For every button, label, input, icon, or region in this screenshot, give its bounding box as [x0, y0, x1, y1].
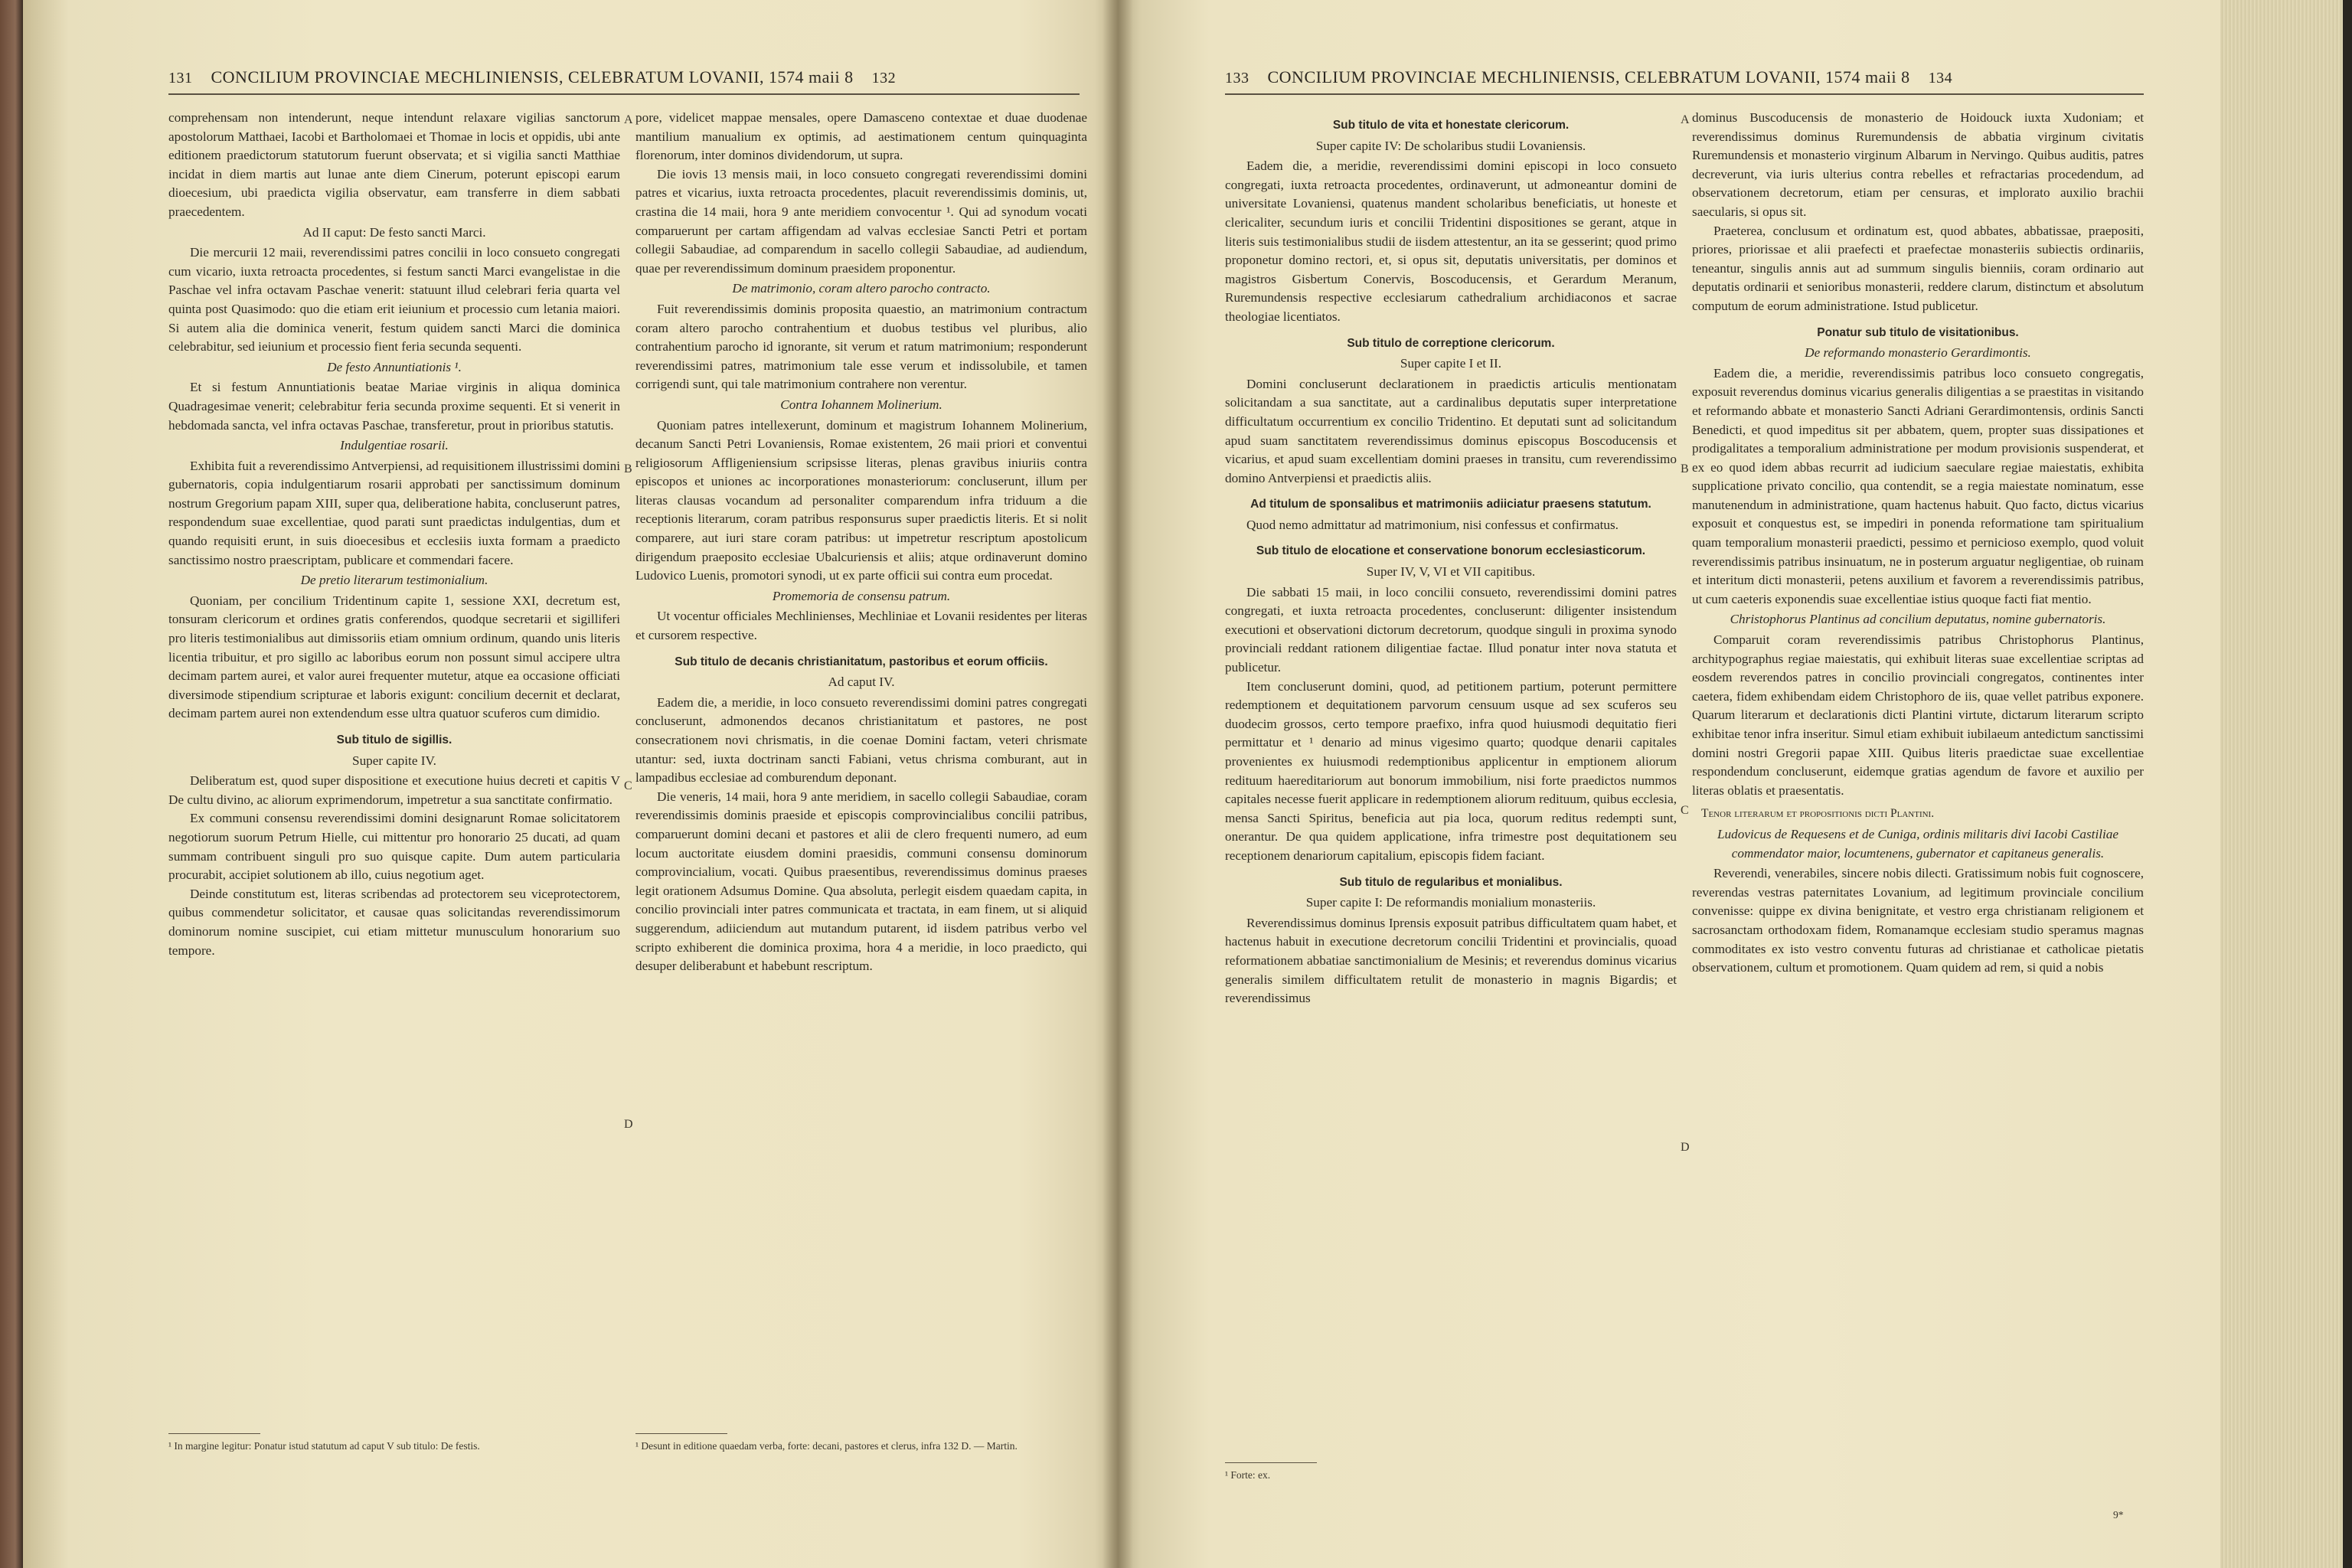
title-heading: Sub titulo de decanis christianitatum, pastoribus et eorum officiis. [675, 655, 1048, 668]
paragraph: Domini concluserunt declarationem in praedictis articulis mentionatam solicitandam a sua sanctitate, aut a cardinalibus deputatis super interpretatione difficultatum occurrentium ex concilio Tridentino. Et deputati sunt ad solicitandum apud suam sanctitatem reverendissimus dominus episcopus Boscoducensis et vicarius, et apud suam excellentiam domini praeses in transitu, cum reverendissimo domino Antverpiensi et praedictis aliis. [1225, 376, 1677, 485]
paragraph: Die mercurii 12 maii, reverendissimi patres concilii in loco consueto congregati cum vicario, iuxta retroacta procedentes, si festum sancti Marci evangelistae in die Paschae vel infra octavam Paschae venerit: statuunt illud celebrari feria quarta vel quinta post Quasimodo: quo die etiam erit ieiunium et processio cum letania maiori. Si autem alia die dominica venerit, festum quidem sancti Marci die dominica celebrabitur, sed ieiunium et processio fient feria secunda sequenti. [168, 245, 620, 354]
section-heading: Christophorus Plantinus ad concilium deputatus, nomine gubernatoris. [1730, 612, 2106, 627]
paragraph: Reverendi, venerabiles, sincere nobis dilecti. Gratissimum nobis fuit cognoscere, reverendas vestras paternitates Lovanium, ad legitimum provinciale concilium convenisse: quippe ex divina benignitate, et vestro erga christianam religionem et sacrosanctam orthodoxam fidem, Romanamque ecclesiam studio speramus magnas commoditates ex isto vestro conventu futuras ad christianae et catholicae pietatis observationem, cultum et promotionem. Quam quidem ad rem, si quid a nobis [1692, 866, 2144, 975]
footnote-rule [1225, 1462, 1317, 1463]
left-page [23, 0, 1118, 1568]
page-number: 132 [871, 70, 897, 87]
margin-letter: A [1681, 113, 1690, 126]
paragraph: Quoniam patres intellexerunt, dominum et magistrum Iohannem Molinerium, decanum Sancti Petri Lovaniensis, Romae existentem, 26 maii priori et conventui religiosorum Affligeniensium scripsisse literas, plenas gravibus iniuriis contra episcopos et uniones ac incorporationes monasteriorum: concluserunt, illum per literas clausas vocandum ad personaliter comparendum infra triduum a die receptionis literarum, coram patribus responsurus super praedictis literis. Et si nolit comparere, aut iuri stare coram patribus: ut impetretur rescriptum apostolicum dirigendum praeposito ecclesiae Ubalcuriensis et aliis; atque ordinaverunt domino Ludovico Luenis, promotori synodi, ut ex parte officii sui contra eum procedat. [635, 417, 1087, 583]
subheading: Super capite I: De reformandis monialium monasteriis. [1305, 895, 1596, 910]
paragraph: Eadem die, a meridie, reverendissimi domini episcopi in loco consueto congregati, iuxta retroacta procedentes, ordinaverunt, ut admoneantur domini de universitate Lovaniensi, quatenus mandent scholaribus beneficiatis, ut honeste et clericaliter, secundum iuris et concilii Tridentini dispositiones se gerant, atque in literis suis testimonialibus studii de iisdem attestentur, an ita se gesserint; quod primo proponetur domino rectori, et, si opus sit, deputatis universitatis, per dominos et magistros Gisbertum Conervis, Boscoducensis, et Gerardum Meranum, Ruremundensis respective ecclesiarum cathedralium archidiaconos et sacrae theologiae licentiatos. [1225, 158, 1677, 324]
title-heading: Sub titulo de sigillis. [336, 733, 452, 746]
title-heading: Ad titulum de sponsalibus et matrimoniis adiiciatur praesens statutum. [1250, 498, 1651, 511]
paragraph: Ex communi consensu reverendissimi domini designarunt Romae solicitatorem negotiorum suorum Petrum Hielle, cui mittentur pro honorario 25 ducati, ad quam summam contribuent singuli pro suo quisque capite. Dum autem particularia procurabit, accipiet solutionem ab illo, cuius negotium aget. [168, 811, 620, 883]
page-number: 131 [168, 70, 193, 87]
title-heading: Sub titulo de elocatione et conservatione bonorum ecclesiasticorum. [1256, 544, 1646, 558]
running-title: CONCILIUM PROVINCIAE MECHLINIENSIS, CELEBRATUM LOVANII, 1574 maii 8 [211, 67, 854, 87]
paragraph: Comparuit coram reverendissimis patribus Christophorus Plantinus, architypographus regiae maiestatis, qui exhibuit literas suae excellentiae scriptas ad eosdem reverendos patres in concilio provinciali congregatos, continentes inter caetera, fidem exhibendam eidem Christophoro de iis, quae vellet patribus exponere. Quarum literarum et declarationis dicti Plantini virtute, dictarum literarum scripto exhibitae tenor infra inseritur. Simul etiam exhibuit iubilaeum antedictum sanctissimi domini nostri Gregorii papae XIII. Quibus literis praedictae suae excellentiae respondendum concluserunt, eidemque gratias agendum de favore et auxilio per literas oblatis et praesentatis. [1692, 632, 2144, 798]
margin-letter: B [1681, 462, 1689, 475]
text-column-right-b [1692, 109, 2144, 978]
title-heading: Sub titulo de correptione clericorum. [1347, 336, 1555, 350]
subheading: Super capite I et II. [1400, 356, 1502, 371]
subheading: Super IV, V, VI et VII capitibus. [1366, 564, 1536, 580]
paragraph: Et si festum Annuntiationis beatae Mariae virginis in aliqua dominica Quadragesimae venerit; celebrabitur feria secunda proxime sequenti. Et si venerit in hebdomada sancta, vel infra octavas Paschae, transferetur, prout in prioribus statutis. [168, 380, 620, 433]
paragraph: Praeterea, conclusum et ordinatum est, quod abbates, abbatissae, praepositi, priores, priorissae et alii praefecti et praefectae monasteriis subiectis ordinariis, teneantur, singulis annis aut ad summum singulis bienniis, coram ordinario aut deputatis ordinarii et senioribus monasterii, reddere clarum, distinctum et absolutum computum de eorum administratione. Istud publicetur. [1692, 223, 2144, 313]
section-heading: Promemoria de consensu patrum. [772, 588, 951, 603]
section-heading: Contra Iohannem Molinerium. [780, 397, 942, 412]
margin-letter: D [1681, 1141, 1690, 1154]
paragraph: Fuit reverendissimis dominis proposita quaestio, an matrimonium contractum coram altero parocho contrahentium et duobus testibus vel pluribus, alio contrahentium parocho id ignorante, sit verum et ratum matrimonium; responderunt reverendissimi patres, matrimonium tale esse verum et indissolubile, et tamen corrigendi sunt, qui tale matrimonium contrahere non verentur. [635, 301, 1087, 392]
paragraph: Eadem die, a meridie, in loco consueto reverendissimi domini patres congregati concluserunt, admonendos decanos christianitatum et pastores, ne post consecrationem novi chrismatis, in die coenae Domini factam, veteri chrismate utantur: sed, iuxta doctrinam sancti Fabiani, vetus chrisma comburant, aut in lampadibus ecclesiae ad comburendum deponant. [635, 694, 1087, 786]
paragraph: Item concluserunt domini, quod, ad petitionem partium, poterunt permittere redemptionem et dequitationem parvorum censuum usque ad sex scuferos seu duodecim grossos, certo tempore praefixo, infra quod huiusmodi dequitatio fieri permittatur et ¹ denario ad minus vigesimo quarto; quodque denarii capitales provenientes ex huiusmodi redemptionibus applicentur in emptionem aliorum redituum haereditariorum aut bonorum immobilium, nisi forte praedictos nummos capitales necesse fuerit applicare in redemptionem aliorum redituum, quibus ecclesia, mensa Sancti Spiritus, beneficia aut pia loca, quorum reditus redempti sunt, onerantur. De qua quidem applicatione, infra trimestre post dequitationem seu receptionem denariorum capitalium, episcopis fidem faciant. [1225, 678, 1677, 863]
paragraph: Die iovis 13 mensis maii, in loco consueto congregati reverendissimi domini patres et vicarius, iuxta retroacta procedentes, placuit reverendissimis dominis, ut, crastina die 14 maii, hora 9 ante meridiem convocentur ¹. Qui ad synodum vocati comparuerunt per cartam affigendam ad valvas ecclesiae Sancti Petri et portam collegii Sabaudiae, ad comparendum in sacello collegii Sabaudiae, ad audiendum, quae per reverendissimum dominum praesidem proponentur. [635, 166, 1087, 276]
section-heading: Ludovicus de Requesens et de Cuniga, ordinis militaris divi Iacobi Castiliae commendator maior, locumtenens, gubernator et capitaneus generalis. [1717, 826, 2118, 861]
footnote-rule [635, 1433, 727, 1434]
footnote: ¹ Desunt in editione quaedam verba, forte: decani, pastores et clerus, infra 132 D. — Martin. [635, 1440, 1018, 1452]
margin-letter: C [624, 779, 632, 792]
margin-letter: D [624, 1118, 633, 1131]
page-edges [2220, 0, 2343, 1568]
paragraph: comprehensam non intenderunt, neque intendunt relaxare vigilias sanctorum apostolorum Matthaei, Iacobi et Bartholomaei et Thomae in locis et oppidis, ubi ante editionem praedictorum statutorum fuerunt observata; et si vigilia sancti Matthiae incidat in diem martis aut lunae ante diem Cinerum, poterunt episcopi earum dioecesium, ubi praedicta vigilia observatur, eam transferre in diem sabbati praecedentem. [168, 110, 620, 219]
running-title: CONCILIUM PROVINCIAE MECHLINIENSIS, CELEBRATUM LOVANII, 1574 maii 8 [1267, 67, 1910, 87]
section-heading: De pretio literarum testimonialium. [300, 573, 488, 588]
footnote: ¹ Forte: ex. [1225, 1469, 1271, 1481]
right-page [1118, 0, 2220, 1568]
title-heading: Sub titulo de vita et honestate clericorum. [1332, 119, 1570, 132]
text-column-left-b [635, 109, 1087, 976]
paragraph: Deinde constitutum est, literas scribendas ad protectorem seu viceprotectorem, quibus commendetur solicitator, et causae quas solicitandas reverendissimorum dominorum nomine suscipiet, cui etiam mittetur munusculum honorarium suo tempore. [168, 886, 620, 958]
margin-letter: B [624, 462, 632, 475]
section-heading: De matrimonio, coram altero parocho contracto. [732, 281, 991, 296]
subheading: Ad II caput: De festo sancti Marci. [302, 224, 486, 240]
title-heading: Sub titulo de regularibus et monialibus. [1339, 875, 1563, 889]
paragraph: Eadem die, a meridie, reverendissimis patribus loco consueto congregatis, exposuit reverendus dominus vicarius generalis diligentias a se praestitas in visitando et reformando abbate et monasterio Sancti Adriani Gerardimontensis, ordinis Sancti Benedicti, et quod impeditus sit per abbatem, quem, propter suas dissipationes et prodigalitates a temporalium administratione per modum provisionis suspenderat, et ex eo quod idem abbas recurrit ad iudicium saeculare regiae maiestatis, exhibita supplicatione privato concilio, qua contendit, se a regia maiestate nominatum, esse manutenendum in administratione, quam hactenus habuit. Quo facto, dictus vicarius exposuit et conquestus est, se impediri in ponenda reformatione tam spiritualium quam temporalium monasterii praedicti, pessimo et pernicioso exemplo, quod voluit reverendissimis patribus insinuatum, ne in posterum arguatur negligentiae, ob ruinam et interitum dicti monasterii, petens auxilium et favorem a reverendissimis patribus, ut cum caeteris exponendis suae excellentiae istius quoque facti fiat mentio. [1692, 365, 2144, 606]
section-heading: De reformando monasterio Gerardimontis. [1805, 345, 2031, 361]
subheading: Super capite IV: De scholaribus studii Lovaniensis. [1315, 138, 1586, 153]
signature-mark: 9* [2113, 1509, 2124, 1521]
running-head-left [168, 67, 896, 87]
footnote: ¹ In margine legitur: Ponatur istud statutum ad caput V sub titulo: De festis. [168, 1440, 480, 1452]
page-number: 134 [1928, 70, 1953, 87]
subheading: Ad caput IV. [828, 675, 895, 690]
text-column-right-a [1225, 109, 1677, 1008]
paragraph: Quoniam, per concilium Tridentinum capite 1, sessione XXI, decretum est, tonsuram clericorum et ordines gratis conferendos, quodque secretarii et sigilliferi pro literis testimonialibus aut dimissoriis etiam omnium ordinum, quando unis literis licentia tribuitur, et pro sigillo ac laboribus eorum non possunt simul accipere ultra decimam partem aurei, et valor aurei frequenter mutetur, atque ea occasione officiati diversimode stipendium scripturae et laboris exigunt: concilium decernit et declarat, decimam partem aurei non extendendum esse ultra quatuor scuferos cum dimidio. [168, 593, 620, 721]
subheading: Super capite IV. [352, 753, 436, 768]
paragraph: Die veneris, 14 maii, hora 9 ante meridiem, in sacello collegii Sabaudiae, coram reverendissimis dominis praeside et episcopis comprovincialibus concilii patribus, comparuerunt domini decani et pastores et alii de clero frequenti numero, ad eum locum auctoritate eiusdem domini praesidis, communi consensu dominorum comprovincialium, vocati. Quibus praesentibus, reverendissimus dominus praeses legit orationem Adsumus Domine. Qua absoluta, perlegit eisdem quaedam capita, in concilio provinciali inter patres communicata et tractata, in eam finem, ut si aliquid suggerendum, adiiciendum aut mutandum putarent, id iisdem patribus verbo vel scripto exhiberent die dominica proxima, hora 4 a meridie, in loco praedicto, qui desuper deliberabunt et habebunt rescriptum. [635, 789, 1087, 974]
margin-letter: C [1681, 804, 1689, 817]
paragraph: Die sabbati 15 maii, in loco concilii consueto, reverendissimi domini patres congregati, et iuxta retroacta procedentes, concluserunt: diligenter insistendum executioni et observationi dictorum decretorum, quodque singuli in proxima synodo provinciali reddant rationem diligentiae factae. Illud ponatur inter nova statuta et publicetur. [1225, 584, 1677, 675]
text-column-left-a [168, 109, 620, 960]
paragraph: Quod nemo admittatur ad matrimonium, nisi confessus et confirmatus. [1246, 517, 1619, 532]
title-heading: Ponatur sub titulo de visitationibus. [1817, 325, 2019, 339]
section-heading: Indulgentiae rosarii. [340, 438, 449, 453]
section-heading: De festo Annuntiationis ¹. [327, 359, 462, 374]
page-number: 133 [1225, 70, 1250, 87]
paragraph: Ut vocentur officiales Mechlinienses, Mechliniae et Lovanii residentes per literas et cursorem respective. [635, 609, 1087, 643]
header-rule [1225, 93, 2144, 95]
paragraph: Exhibita fuit a reverendissimo Antverpiensi, ad requisitionem illustrissimi domini gubernatoris, copia indulgentiarum rosarii approbati per sanctissimum dominum nostrum Gregorium papam XIII, super qua, deliberatione habita, concluserunt patres, respondendum suae excellentiae, quod parati sunt praedictas indulgentias, dum et quando requisiti erunt, in suis dioecesibus et ecclesiis iuxta formam a praedicto sanctissimo nostro praescriptam, publicare et commendari facere. [168, 458, 620, 567]
paragraph: pore, videlicet mappae mensales, opere Damasceno contextae et duae duodenae mantilium manualium ex optimis, ad aestimationem centum quinquaginta florenorum, inter dominos dividendorum, ut supra. [635, 110, 1087, 163]
paragraph: Reverendissimus dominus Iprensis exposuit patribus difficultatem quam habet, et hactenus habuit in executione decretorum concilii Tridentini et provincialis, quoad reformationem abbatiae sanctimonialium de Mesinis; et reverendus dominus vicarius generalis similem difficultatem retulit de monasterio in magnis Bigardis; et reverendissimus [1225, 915, 1677, 1006]
book-gutter [1102, 0, 1133, 1568]
running-head-right [1225, 67, 1952, 87]
open-book [23, 0, 2343, 1568]
margin-letter: A [624, 113, 633, 126]
document-heading: Tenor literarum et propositionis dicti Plantini. [1701, 807, 1935, 821]
paragraph: dominus Buscoducensis de monasterio de Hoidouck iuxta Xudoniam; et reverendissimus dominus Ruremundensis de abbatia virginum civitatis Ruremundensis et monasterio virginum Albarum in Nervingo. Quibus auditis, patres decreverunt, via iuris ulterius contra rebelles et refractarias procedendum, ad observationem decretorum, etiam per censuras, et implorato auxilio brachii saecularis, si opus sit. [1692, 110, 2144, 219]
header-rule [168, 93, 1080, 95]
paragraph: Deliberatum est, quod super dispositione et executione huius decreti et capitis V De cultu divino, ac aliorum exprimendorum, impetretur a sua sanctitate confirmatio. [168, 773, 620, 807]
footnote-rule [168, 1433, 260, 1434]
